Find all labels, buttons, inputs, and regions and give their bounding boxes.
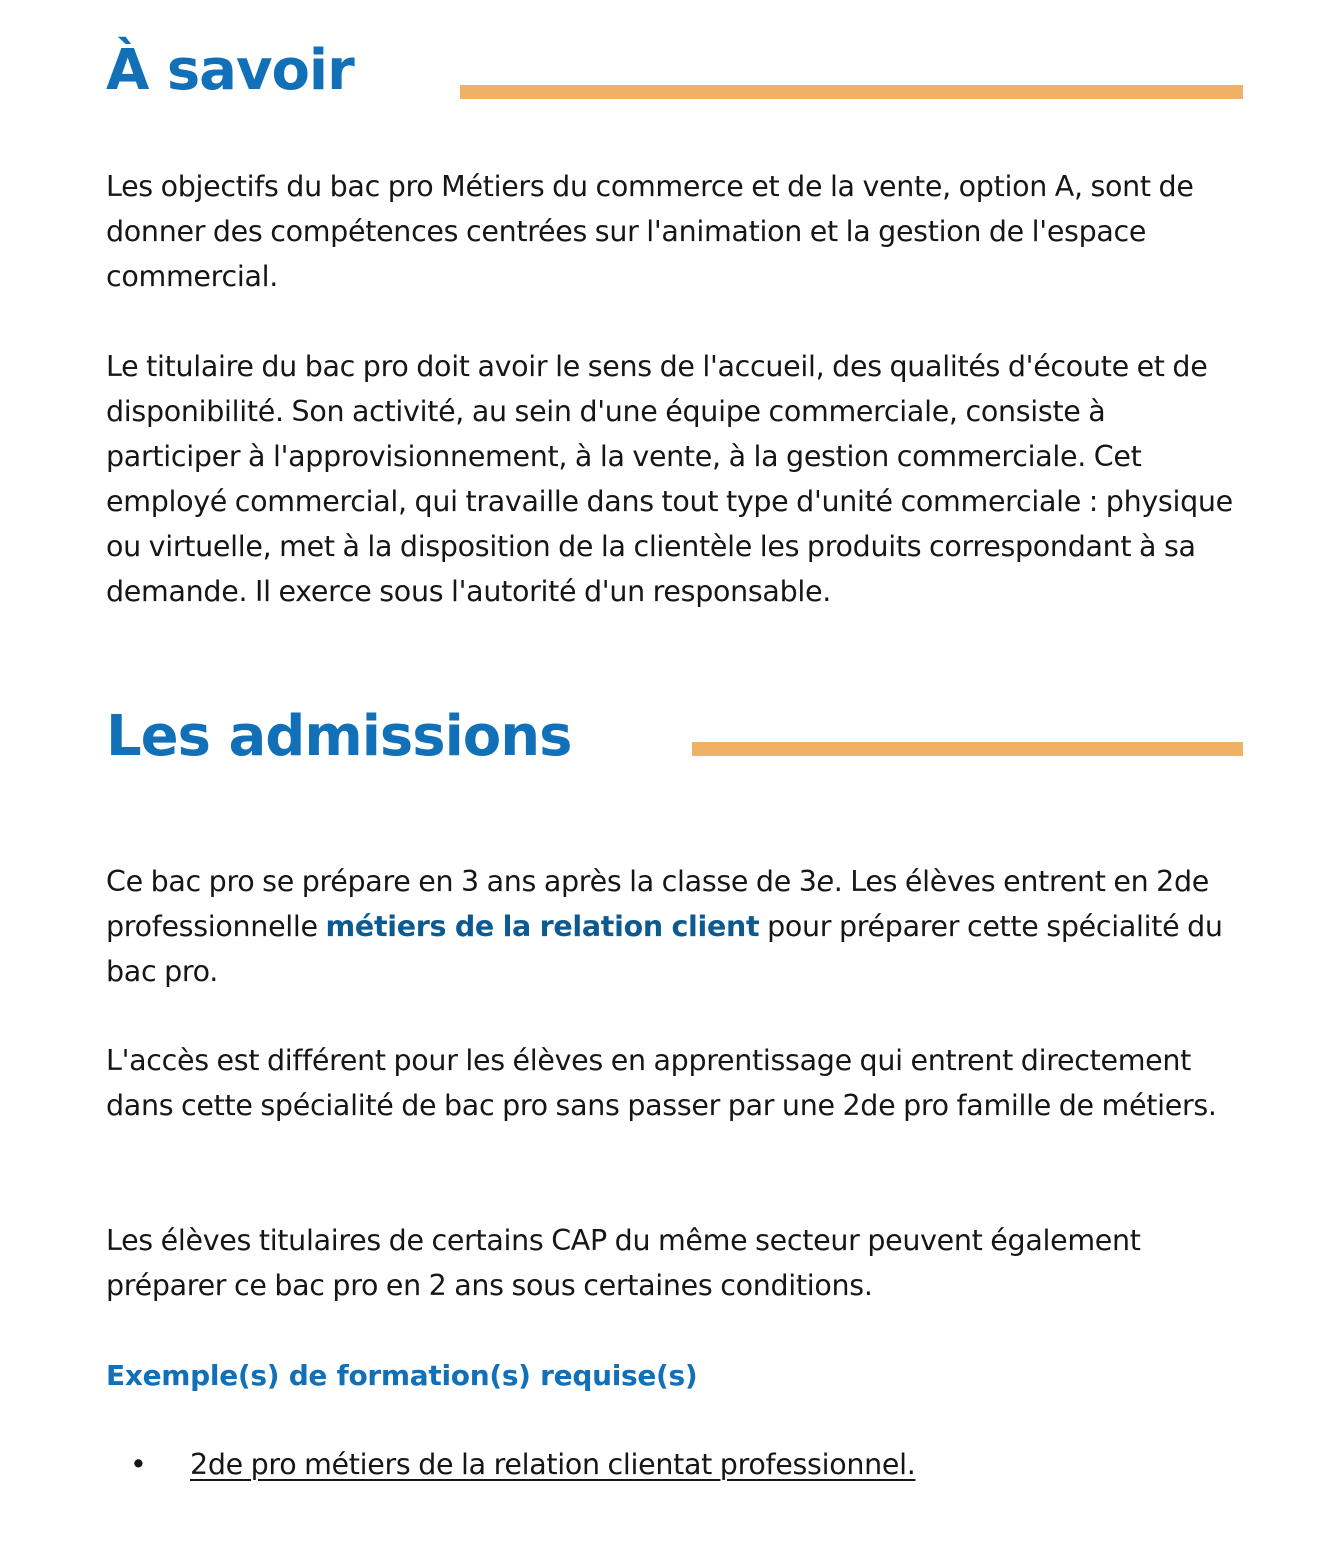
savoir-paragraph-titulaire: Le titulaire du bac pro doit avoir le sens de l'accueil, des qualités d'écoute et de disponibilité. Son activité, au sein d'une équipe commerciale, consiste à participer à l'approvisionnement, à la vente, à la gestion commerciale. Cet employé commercial, qui travaille dans tout type d'unité commerciale : physique ou virtuelle, met à la disposition de la clientèle les produits correspondant à sa demande. Il exerce sous l'autorité d'un responsable. [106, 350, 1233, 608]
admissions-paragraph-apprentissage: L'accès est différent pour les élèves en apprentissage qui entrent directement dans cette spécialité de bac pro sans passer par une 2de pro famille de métiers. [106, 1044, 1217, 1122]
example-formation-link[interactable]: 2de pro métiers de la relation clientat professionnel. [190, 1448, 916, 1481]
intro-text-middle: . Les élèves entrent en 2de professionnelle [106, 865, 1210, 943]
section-header-admissions [106, 676, 1243, 796]
admissions-paragraph-intro [106, 859, 1243, 994]
section-title-savoir: À savoir [106, 37, 354, 103]
link-metiers-relation-client[interactable]: métiers de la relation client [325, 910, 760, 943]
admissions-paragraph-cap: Les élèves titulaires de certains CAP du même secteur peuvent également préparer ce bac pro en 2 ans sous certaines conditions. [106, 1224, 1141, 1302]
bullet-icon: • [130, 1448, 147, 1481]
list-item [106, 1442, 1243, 1487]
intro-text-end: pour préparer cette spécialité du bac pro. [106, 910, 1223, 988]
section-rule-admissions [692, 742, 1243, 756]
section-rule-savoir [460, 85, 1243, 99]
section-header-savoir [106, 10, 1243, 130]
section-title-admissions: Les admissions [106, 703, 572, 769]
examples-heading: Exemple(s) de formation(s) requise(s) [106, 1359, 698, 1392]
intro-ordinal-suffix: e [816, 865, 834, 898]
intro-text-start: Ce bac pro se prépare en 3 ans après la classe de 3 [106, 865, 817, 898]
savoir-paragraph-objectifs: Les objectifs du bac pro Métiers du commerce et de la vente, option A, sont de donner des compétences centrées sur l'animation et la gestion de l'espace commercial. [106, 170, 1194, 293]
